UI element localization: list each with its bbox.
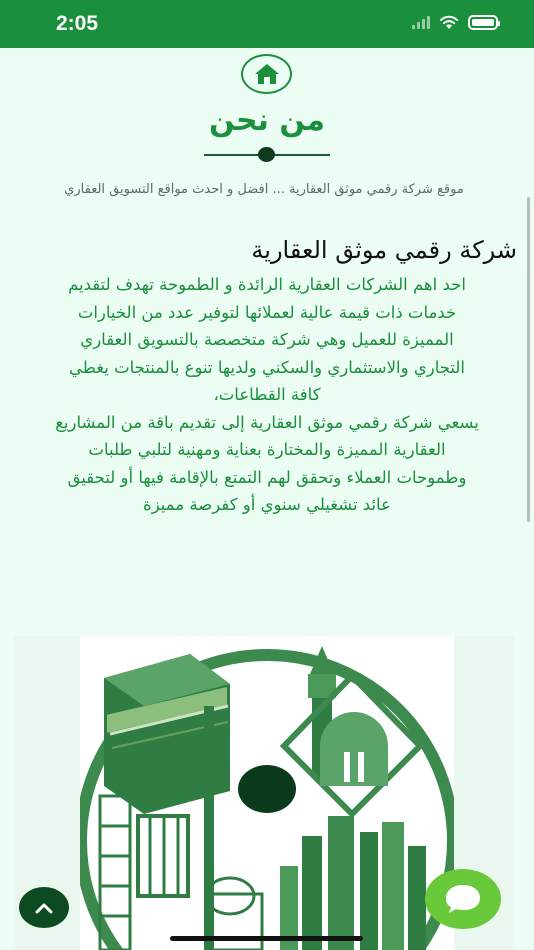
- battery-icon: [468, 15, 498, 30]
- chat-bubble-icon: [443, 882, 483, 916]
- about-line: خدمات ذات قيمة عالية لعملائها لتوفير عدد من الخيارات: [77, 302, 457, 322]
- about-line: يسعي شركة رقمي موثق العقارية إلى تقديم باقة من المشاريع: [55, 412, 479, 432]
- title-divider: [204, 147, 330, 163]
- section-title: من نحن: [209, 103, 325, 138]
- about-line: التجاري والاستثماري والسكني ولديها تنوع بالمنتجات يغطي: [69, 357, 465, 377]
- chevron-up-icon: [35, 902, 53, 914]
- about-description: [14, 271, 520, 519]
- about-line: المميزة للعميل وهي شركة متخصصة بالتسويق العقاري: [80, 330, 454, 349]
- about-line: وطموحات العملاء وتحقق لهم التمتع بالإقامة فيها أو لتحقيق: [67, 467, 467, 487]
- chat-button[interactable]: [425, 869, 501, 929]
- about-line: العقارية المميزة والمختارة بعناية ومهنية لتلبي طلبات: [88, 440, 446, 459]
- wifi-icon: [439, 15, 459, 30]
- about-line: عائد تشغيلي سنوي أو كفرصة مميزة: [143, 495, 391, 514]
- about-line: احد اهم الشركات العقارية الرائدة و الطموحة تهدف لتقديم: [68, 275, 466, 294]
- about-line: كافة القطاعات،: [213, 385, 321, 404]
- status-time: 2:05: [56, 12, 99, 35]
- status-bar: [0, 0, 534, 48]
- scroll-to-top-button[interactable]: [19, 887, 69, 928]
- company-name: شركة رقمي موثق العقارية: [251, 236, 517, 264]
- home-icon: [241, 54, 292, 94]
- media-play-dot[interactable]: [238, 765, 296, 813]
- section-subtitle: موقع شركة رقمي موثق العقارية ... افضل و احدث مواقع التسويق العقاري: [64, 182, 464, 197]
- home-indicator: [170, 936, 363, 941]
- status-icons: [412, 15, 498, 30]
- scroll-indicator[interactable]: [527, 197, 530, 522]
- cellular-signal-icon: [412, 16, 430, 29]
